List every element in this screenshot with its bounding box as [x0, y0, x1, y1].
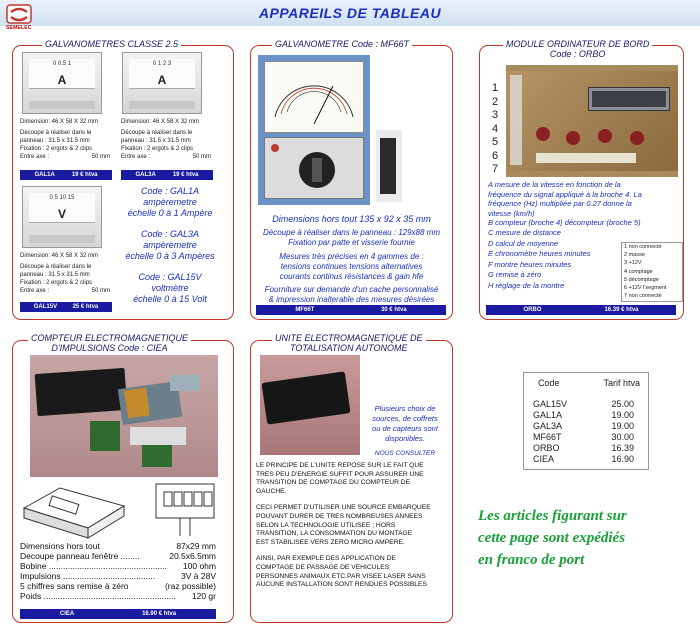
table-cell: GAL15V: [533, 399, 568, 409]
note-line: sources, de coffrets: [372, 414, 438, 423]
spec-value: 20.5x6.5mm: [169, 551, 216, 561]
meter-unit: V: [57, 207, 66, 221]
table-cell: ORBO: [533, 443, 560, 453]
meter-gal3a: [122, 52, 202, 114]
pinout-line: 7 non connecté: [624, 293, 662, 300]
desc-line: ampèremetre: [143, 240, 197, 250]
franco-note: [478, 505, 688, 571]
price-value: 25 € htva: [72, 304, 99, 310]
pinout-line: 5 décomptage: [624, 276, 659, 283]
spec-value: 50 mm: [192, 154, 211, 160]
unite-photo: [260, 355, 360, 455]
spec-label: Decoupe panneau fenêtre ........: [20, 551, 140, 561]
unite-title: [272, 333, 426, 353]
pin-number: 6: [492, 149, 499, 162]
desc-gal3a: [114, 229, 226, 262]
paragraph-line: AUCUNE INSTALLATION SONT RENDUES POSSIBLES: [256, 581, 427, 589]
price-bar-mf66t: [256, 305, 446, 315]
pin-number: 4: [492, 122, 499, 135]
module-description: [488, 180, 680, 228]
function-line: H réglage de la montre: [488, 280, 565, 290]
module-code-line: Code : ORBO: [549, 49, 606, 59]
note-line: NOUS CONSULTER: [374, 450, 436, 457]
spec-line: & impression inalterable des mesures désirées: [268, 295, 435, 304]
compteur-title-line: COMPTEUR ELECTROMAGNETIQUE: [31, 333, 189, 343]
spec-line: Fourniture sur demande d'un cache personnalisé: [264, 285, 439, 294]
paragraph-line: TRES PEU D'ENERGIE SUFFIT POUR ASSURER UNE: [256, 470, 424, 478]
logo-text: SEMELEC: [6, 25, 32, 31]
table-cell: CIEA: [533, 454, 555, 464]
desc-line: vitesse (km/h): [488, 208, 535, 218]
price-value: 19 € htva: [172, 172, 199, 178]
module-pinout: [621, 242, 683, 302]
pin-number: 3: [492, 109, 499, 121]
pin-number: 7: [492, 163, 499, 175]
spec-line: courants continus résistances & gain hfe: [279, 272, 424, 281]
spec-value: 50 mm: [91, 154, 110, 160]
spec-value: 100 ohm: [182, 561, 216, 571]
compteur-photo: [30, 355, 218, 477]
spec-line: Découpe à réaliser dans le: [121, 130, 193, 136]
spec-line: Découpe à réaliser dans le: [20, 130, 92, 136]
column-header: Code: [538, 378, 560, 388]
pinout-line: 4 comptage: [624, 268, 653, 275]
spec-line: Dimension: 46 X 58 X 32 mm: [121, 119, 200, 125]
spec-line: Entre axe :: [20, 288, 50, 294]
unite-title-line: TOTALISATION AUTONOME: [290, 343, 408, 353]
unite-paragraphs: [256, 462, 450, 590]
mf66t-title: GALVANOMETRE Code : MF66T: [272, 39, 412, 49]
table-cell: 19.00: [611, 421, 634, 431]
price-code: GAL15V: [33, 304, 58, 310]
table-cell: MF66T: [533, 432, 562, 442]
paragraph: [256, 504, 450, 547]
spec-line: Dimensions hors tout 135 x 92 x 35 mm: [272, 214, 431, 224]
desc-line: échelle 0 à 1 Ampère: [127, 208, 213, 218]
meter-gal1a-specs: [20, 118, 110, 161]
spec-line: Découpe à réaliser dans le: [20, 264, 92, 270]
franco-line: cette page sont expédiés: [478, 530, 626, 546]
pin-number: 2: [492, 95, 499, 108]
paragraph: [256, 462, 450, 496]
spec-line: Dimension: 46 X 58 X 32 mm: [20, 253, 99, 259]
module-photo: [506, 65, 678, 177]
paragraph-line: TRANSITION DE COMPTAGE DU COMPTEUR DE: [256, 479, 411, 487]
spec-line: Entre axe :: [20, 154, 50, 160]
desc-line: voltmètre: [151, 283, 189, 293]
spec-row: [20, 551, 216, 561]
desc-line: A mesure de la vitesse en fonction de la: [488, 180, 621, 189]
spec-row: [20, 541, 216, 551]
table-cell: 30.00: [611, 432, 634, 442]
compteur-diagram-icon: [20, 478, 220, 540]
table-cell: 25.00: [611, 399, 634, 409]
column-header: Tarif htva: [603, 378, 640, 388]
pinout-line: 2 masse: [624, 252, 645, 259]
desc-line: fréquence du signal appliqué à la broche 4. La: [488, 189, 642, 199]
spec-line: Découpe à réaliser dans le panneau : 129x88 mm: [263, 228, 440, 237]
price-bar-gal1a: [20, 170, 112, 180]
galvanometre-descriptions: [114, 186, 226, 305]
function-line: C mesure de distance: [488, 228, 561, 237]
function-line: G remise à zéro: [488, 270, 542, 279]
function-line: F montre heures minutes: [488, 259, 572, 269]
desc-line: échelle 0 à 15 Volt: [133, 294, 207, 304]
paragraph-line: COMPTAGE DE PASSAGE DE VEHICULES: [256, 563, 390, 571]
spec-row: [20, 581, 216, 591]
meter-gal15v-specs: [20, 252, 110, 295]
spec-label: Bobine ..................................................: [20, 561, 167, 571]
meter-scale: 0 1 2 3: [152, 61, 172, 67]
module-ordinateur-title: [503, 39, 652, 59]
function-line: D calcul de moyenne: [488, 238, 559, 248]
spec-line: panneau : 31.5 x 31.5 mm: [20, 272, 90, 278]
spec-row: [20, 571, 216, 581]
pin-number: 5: [492, 136, 499, 148]
note-line: Plusieurs choix de: [374, 404, 436, 413]
compteur-title: [28, 333, 191, 353]
page-header: [0, 0, 700, 31]
note-line: ou de capteurs sont: [372, 424, 438, 433]
desc-line: Code : GAL3A: [140, 229, 200, 239]
spec-value: 87x29 mm: [176, 541, 216, 551]
spec-line: Fixation : 2 ergots & 2 clips: [20, 146, 93, 152]
paragraph-line: LE PRINCIPE DE L'UNITE REPOSE SUR LE FAIT QUE: [256, 462, 424, 469]
paragraph-line: SELON LA TECHNOLOGIE UTILISEE ; HORS: [256, 521, 396, 529]
pinout-line: 6 +12V l'segment: [624, 285, 667, 292]
franco-line: Les articles figurant sur: [478, 508, 627, 524]
module-functions: [488, 228, 628, 291]
compteur-specs: [20, 541, 216, 601]
spec-value: 50 mm: [91, 288, 110, 294]
mf66t-photo: [258, 55, 370, 205]
price-bar-gal15v: [20, 302, 112, 312]
spec-label: Poids ........................................................: [20, 591, 176, 601]
table-cell: 19.00: [611, 410, 634, 420]
mf66t-specs: [253, 214, 450, 305]
franco-line: en franco de port: [478, 552, 585, 568]
desc-gal1a: [114, 186, 226, 219]
page-title: APPAREILS DE TABLEAU: [258, 5, 442, 21]
spec-label: Impulsions .......................................: [20, 571, 156, 581]
spec-label: Dimensions hors tout: [20, 541, 100, 551]
desc-line: B compteur (broche 4) décompteur (broche 5): [488, 218, 641, 227]
desc-line: fréquence (Hz) multipliée par 0.27 donne la: [488, 199, 632, 208]
paragraph-line: GAUCHE.: [256, 487, 287, 495]
meter-gal15v: [22, 186, 102, 248]
spec-line: tensions continues tensions alternatives: [280, 262, 423, 271]
price-code: MF66T: [295, 307, 315, 313]
spec-value: (raz possible): [164, 581, 216, 591]
unite-title-line: UNITE ELECTROMAGNETIQUE DE: [275, 333, 423, 343]
spec-line: Fixation : 2 ergots & 2 clips: [20, 280, 93, 286]
paragraph: [256, 555, 450, 589]
paragraph-line: PERSONNES ANIMAUX ETC.PAR VISEE LASER SANS: [256, 572, 426, 580]
price-code: GAL3A: [135, 172, 156, 178]
price-bar-orbo: [486, 305, 676, 315]
spec-value: 120 gr: [191, 591, 216, 601]
spec-line: Mesures très précises en 4 gammes de :: [279, 252, 424, 261]
spec-line: Fixation : 2 ergots & 2 clips: [121, 146, 194, 152]
price-bar-gal3a: [121, 170, 213, 180]
paragraph-line: CECI PERMET D'UTILISER UNE SOURCE EMBARQUEE: [256, 504, 431, 512]
compteur-title-line: D'IMPULSIONS Code : CIEA: [51, 343, 168, 353]
desc-line: Code : GAL15V: [138, 272, 202, 282]
mf66t-side-photo: [376, 130, 402, 202]
price-code: CIEA: [59, 611, 75, 617]
meter-unit: A: [57, 73, 67, 87]
spec-line: Dimension: 46 X 58 X 32 mm: [20, 119, 99, 125]
module-pin-numbers: [492, 82, 504, 177]
meter-scale: 0 0.5 1: [52, 61, 72, 67]
table-cell: GAL1A: [533, 410, 563, 420]
paragraph-line: AINSI, PAR EXEMPLE DES APPLICATION DE: [256, 555, 396, 563]
spec-row: [20, 591, 216, 601]
table-cell: 16.90: [611, 454, 634, 464]
function-line: E chronomètre heures minutes: [488, 249, 591, 258]
spec-row: [20, 561, 216, 571]
pinout-line: 3 +12V: [624, 260, 642, 267]
paragraph-line: EST STABILISEE VERS ZERO MICRO AMPERE.: [256, 538, 405, 546]
price-value: 30 € htva: [380, 307, 407, 313]
spec-line: Fixation par patte et visserie fournie: [288, 238, 415, 247]
spec-line: Entre axe :: [121, 154, 151, 160]
unite-side-note: [362, 404, 448, 459]
meter-scale: 0 5 10 15: [49, 195, 75, 201]
price-bar-ciea: [20, 609, 216, 619]
meter-gal3a-specs: [121, 118, 211, 161]
spec-line: panneau : 31.5 x 31.5 mm: [121, 138, 191, 144]
desc-gal15v: [114, 272, 226, 305]
desc-line: Code : GAL1A: [140, 186, 200, 196]
compteur-drawing: [20, 478, 220, 540]
pin-number: 1: [492, 82, 499, 94]
desc-line: ampèremetre: [143, 197, 197, 207]
spec-value: 3V à 28V: [181, 571, 216, 581]
spec-label: 5 chiffres sans remise à zéro: [20, 581, 129, 591]
desc-line: échelle 0 à 3 Ampères: [125, 251, 215, 261]
module-title-line: MODULE ORDINATEUR DE BORD: [506, 39, 650, 49]
pinout-line: 1 non connecté: [624, 244, 662, 250]
meter-unit: A: [157, 73, 167, 87]
price-code: GAL1A: [34, 172, 55, 178]
paragraph-line: POUVANT DURER DE TRES NOMBREUSES ANNEES: [256, 512, 423, 520]
price-code: ORBO: [523, 307, 542, 313]
spec-line: panneau : 31.5 x 31.5 mm: [20, 138, 90, 144]
paragraph-line: TRANSITION, LA CONSOMMATION DU MONTAGE: [256, 530, 413, 538]
price-value: 19 € htva: [71, 172, 98, 178]
tarif-table: [523, 372, 649, 470]
meter-gal1a: [22, 52, 102, 114]
table-cell: 16.39: [611, 443, 634, 453]
galvanometres-title: GALVANOMETRES CLASSE 2.5: [42, 39, 181, 49]
note-line: disponibles.: [385, 434, 425, 443]
price-value: 16.90 € htva: [142, 611, 177, 617]
table-cell: GAL3A: [533, 421, 563, 431]
price-value: 16.39 € htva: [604, 307, 639, 313]
